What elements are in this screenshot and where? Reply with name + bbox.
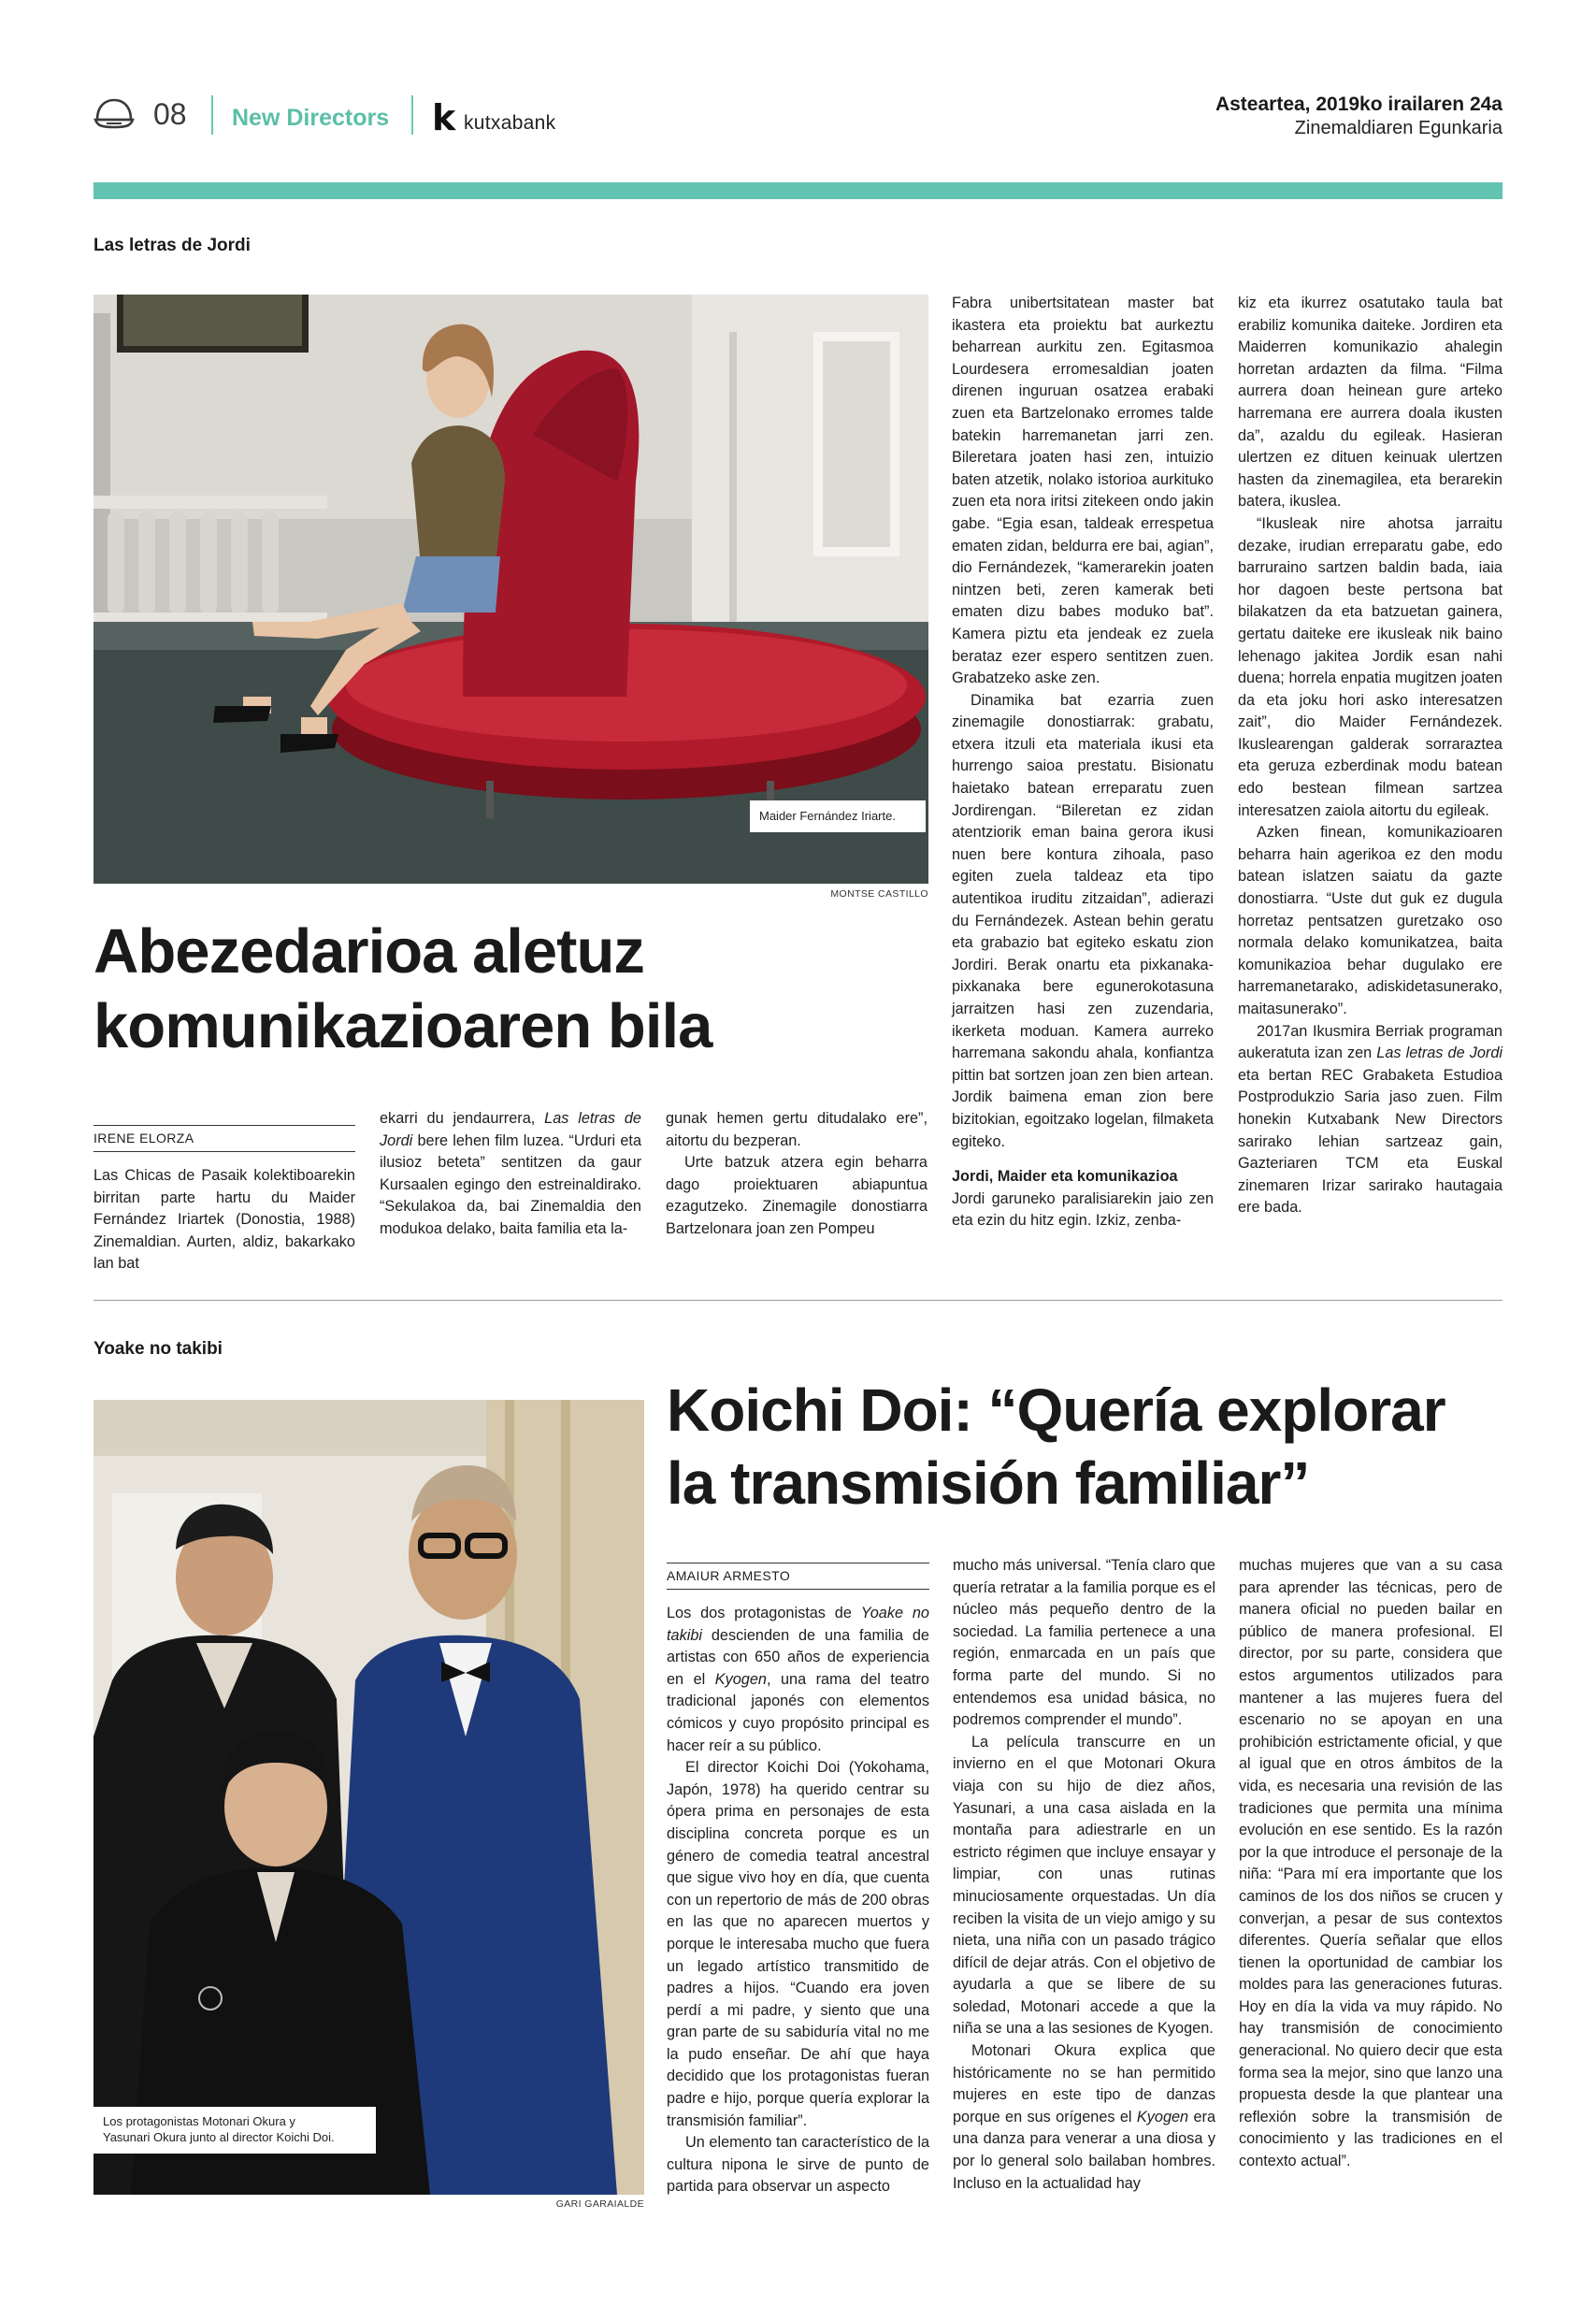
festival-shell-icon xyxy=(93,97,135,129)
article1-paragraph: “Ikusleak nire ahotsa jarraitu dezake, irudian erreparatu gabe, edo barruraino sartzen baldin bada, iaia hor dagoen beste pertsona bat bilakatzen da eta batzuetan gainera, gertatu daiteke ere ikusleak nik baino lehenago jakitea Jordik esan nahi duena; horrela enpatia mugitzen joaten da eta joku hori asko interesatzen zait”, dio Maider Fernándezek. Ikuslearengan galderak sorraraztea eta geruza ezberdinak modu batean edo bestean filmean sartzea interesatzen zaiola aitortu du egileak. xyxy=(1238,514,1503,819)
article1-paragraph: Dinamika bat ezarria zuen zinemagile donostiarrak: grabatu, etxera itzuli eta materiala ikusi eta hurrengo saioa prestatu. Bisionatu haietako batean erreparatu zuen Jordirengan. “Bileretan ez zidan atentziorik eman baina gerora ikusi nuen bere kontura zihoala, paso egiten zuela taldeaz eta tipo autentikoa iruditu zitzaidan”, adierazi du Fernándezek. Astean behin geratu eta grabazio bat egiteko eskatu zion Jordiri. Berak onartu eta pixkanaka-pixkanaka bere egunerokotasuna jarraitzen hasi zen zuzendaria, ikerketa moduan. Kamera aurreko harremana sakondu ahala, konfiantza pittin bat sortzen joan zen bien artean. Jordik baimena eman zion bere bizitokian, egoitzako logelan, filmaketa egiteko. xyxy=(952,691,1214,1150)
article1-photo xyxy=(93,295,928,884)
article2-photo-caption xyxy=(93,2107,376,2154)
article2-paragraph: El director Koichi Doi (Yokohama, Japón, 1978) ha querido centrar su ópera prima en personajes de esta disciplina concreta porque es un género de comedia teatral ancestral que sigue vivo hoy en día, que cuenta con un repertorio de más de 200 obras en las que no aparecen muertos y porque le interesaba mucho que fuera un legado artístico transmitido de padres a hijos. “Cuando era joven perdí a mi padre, y siento que una gran parte de su sabiduría vital no me la pudo enseñar. De ahí que haya decidido que los protagonistas fueran padre e hijo, porque quería explorar la transmisión familiar”. xyxy=(667,1759,929,2129)
article1-column-5 xyxy=(1238,293,1503,1219)
sponsor-name: kutxabank xyxy=(464,112,556,134)
article2-paragraph: Los dos protagonistas de Yoake no takibi descienden de una familia de artistas con 650 años de experiencia en el Kyogen, una rama del teatro tradicional japonés con elementos cómicos y cuyo propósito principal es hacer reír a su público. xyxy=(667,1605,929,1754)
article2-caption-line1: Los protagonistas Motonari Okura y xyxy=(103,2114,295,2128)
article1-column-2 xyxy=(380,1108,641,1241)
page-header xyxy=(93,94,1503,150)
article1-kicker: Las letras de Jordi xyxy=(93,236,251,255)
section-name: New Directors xyxy=(232,105,390,131)
newspaper-name: Zinemaldiaren Egunkaria xyxy=(1294,118,1503,138)
article1-column-1 xyxy=(93,1125,355,1275)
article1-subheading: Jordi, Maider eta komunikazioa xyxy=(952,1168,1178,1186)
header-separator xyxy=(411,95,413,135)
article1-paragraph: Urte batzuk atzera egin beharra dago proiektuaren abiapuntua ezagutzeko. Zinemagile donostiarra Bartzelonara joan zen Pompeu xyxy=(666,1154,927,1237)
kutxabank-k-icon: k xyxy=(432,97,456,138)
article1-paragraph: gunak hemen gertu ditudalako ere”, aitortu du bezperan. xyxy=(666,1110,927,1149)
article1-headline xyxy=(93,915,928,1064)
article2-caption-line2: Yasunari Okura junto al director Koichi Doi. xyxy=(103,2130,335,2144)
article1-photo-caption: Maider Fernández Iriarte. xyxy=(750,800,926,832)
article1-paragraph: Azken finean, komunikazioaren beharra hain agerikoa ez den modu batean islatzen saiatu da gazte donostiarra. “Uste dut guk ez dugula horretaz pentsatzen guretzako oso normala delako komunikatzea, baita komunikazioa behar dugulako ere harremanetarako, adiskidetasunerako, maitasunerako”. xyxy=(1238,824,1503,1017)
article1-headline-line2: komunikazioaren bila xyxy=(93,991,712,1061)
page-number: 08 xyxy=(153,97,187,131)
article2-column-1 xyxy=(667,1563,929,2198)
article1-paragraph: 2017an Ikusmira Berriak programan aukeratuta izan zen Las letras de Jordi eta bertan REC Grabaketa Estudioa Postprodukzio Saria jaso zuen. Film honekin Kutxabank New Directors sarirako lehian sartzeaz gain, Gazteriaren TCM eta Euskal zinemaren Irizar sarirako hautagaia ere bada. xyxy=(1238,1022,1503,1217)
article-divider xyxy=(93,1300,1503,1301)
article2-column-3 xyxy=(1239,1555,1503,2173)
article1-paragraph: Las Chicas de Pasaik kolektiboarekin birritan parte hartu du Maider Fernández Iriartek (Donostia, 1988) Zinemaldian. Aurten, aldiz, bakarkako lan bat xyxy=(93,1167,355,1273)
article2-byline: AMAIUR ARMESTO xyxy=(667,1563,929,1590)
article2-headline-line1: Koichi Doi: “Quería explorar xyxy=(667,1376,1445,1444)
article2-paragraph: muchas mujeres que van a su casa para aprender las técnicas, pero de manera oficial no pueden bailar en público de manera profesional. El director, por su parte, considera que estos argumentos utilizados para mantener a las mujeres fuera del escenario no se apoyan en una prohibición estrictamente oficial, y que al igual que en otros ámbitos de la vida, es necesaria una revisión de las tradiciones que permita una mínima evolución en ese sentido. Es la razón por la que introduce el personaje de la niña: “Para mí era importante que los caminos de los dos niños se crucen y converjan, a pesar de sus contextos diferentes. Quería señalar que ellos tienen la oportunidad de cambiar los moldes para las generaciones futuras. Hoy en día la vida va muy rápido. No hay transmisión de conocimiento generacional. No quiero decir que esta forma sea la mejor, sino que lanzo una propuesta desde la que plantear una reflexión sobre la transmisión de conocimiento y las tradiciones en el contexto actual”. xyxy=(1239,1557,1503,2170)
article2-paragraph: Un elemento tan característico de la cultura nipona le sirve de punto de partida para observar un aspecto xyxy=(667,2134,929,2196)
article1-paragraph: Jordi garuneko paralisiarekin jaio zen eta ezin du hitz egin. Izkiz, zenba- xyxy=(952,1189,1214,1230)
article1-photo-credit: MONTSE CASTILLO xyxy=(830,888,928,900)
article2-photo-credit: GARI GARAIALDE xyxy=(555,2198,644,2210)
article2-paragraph: Motonari Okura explica que históricamente no se han permitido mujeres en este tipo de danzas porque en sus orígenes el Kyogen era una danza para venerar a una diosa y por lo general solo bailaban hombres. Incluso en la actualidad hay xyxy=(953,2042,1215,2192)
article1-byline: IRENE ELORZA xyxy=(93,1125,355,1152)
issue-date: Asteartea, 2019ko irailaren 24a xyxy=(1215,94,1503,115)
article2-kicker: Yoake no takibi xyxy=(93,1339,223,1359)
article1-paragraph: Fabra unibertsitatean master bat ikastera eta proiektu bat aurkeztu beharrean aurkitu zen. Egitasmoa Lourdesera erromesaldian joaten direnen inguruan osatzea erabaki zuen eta Bartzelonako erromes talde batekin harremanetan jarri zen. Bileretara joaten hasi zen, intuizio baten atzetik, nolako istorioa aurkituko zuen eta nora iritsi zitekeen ondo jakin gabe. “Egia esan, taldeak errespetua ematen zidan, beldurra ere bai, agian”, dio Fernándezek, “kamerarekin joaten nintzen beti, zeren kamerak beti ematen dizu babes moduko bat”. Kamera piztu eta jendeak ez zuela berataz ezer espero sentitzen zuen. Grabatzeko aske zen. xyxy=(952,295,1214,687)
article2-paragraph: mucho más universal. “Tenía claro que quería retratar a la familia porque es el núcleo más pequeño dentro de la sociedad. La familia pertenece a una región, enmarcada en un país que forma parte del mundo. Si no entendemos esa unidad básica, no podremos comprender el mundo”. xyxy=(953,1557,1215,1729)
article2-headline xyxy=(667,1374,1503,1520)
article2-paragraph: La película transcurre en un invierno en el que Motonari Okura viaja con su hijo de diez años, Yasunari, a una casa aislada en la montaña para adiestrarle en un estricto régimen que incluye ensayar y limpiar, con unas rutinas minuciosamente orquestadas. Un día reciben la visita de un viejo amigo y su nieta, una niña con un pasado trágico difícil de dejar atrás. Con el objetivo de ayudarla a que se libere de su soledad, Motonari accede a que la niña se una a las sesiones de Kyogen. xyxy=(953,1733,1215,2038)
header-accent-band xyxy=(93,182,1503,199)
article1-paragraph: kiz eta ikurrez osatutako taula bat erabiliz komunika daiteke. Jordiren eta Maiderren komunikazio ahalegin horretan ardazten da filma. “Filma aurrera doan heinean gure arteko harremana ere aurrera doala ikusten da”, azaldu du egileak. Hasieran ulertzen ez dituen keinuak ulertzen hasten da zinemagilea, eta berarekin batera, ikuslea. xyxy=(1238,295,1503,511)
article1-paragraph: ekarri du jendaurrera, Las letras de Jordi bere lehen film luzea. “Urduri eta ilusioz beteta” sentitzen da gaur Kursaalen egingo den estreinaldirako. “Sekulakoa da, bai Zinemaldia den modukoa delako, baita familia eta la- xyxy=(380,1110,641,1237)
header-separator xyxy=(211,95,213,135)
article2-headline-line2: la transmisión familiar” xyxy=(667,1449,1310,1517)
article2-photo xyxy=(93,1400,644,2195)
article2-column-2 xyxy=(953,1555,1215,2195)
article1-column-4 xyxy=(952,293,1214,1232)
article1-headline-line1: Abezedarioa aletuz xyxy=(93,916,644,987)
article1-column-3 xyxy=(666,1108,927,1241)
